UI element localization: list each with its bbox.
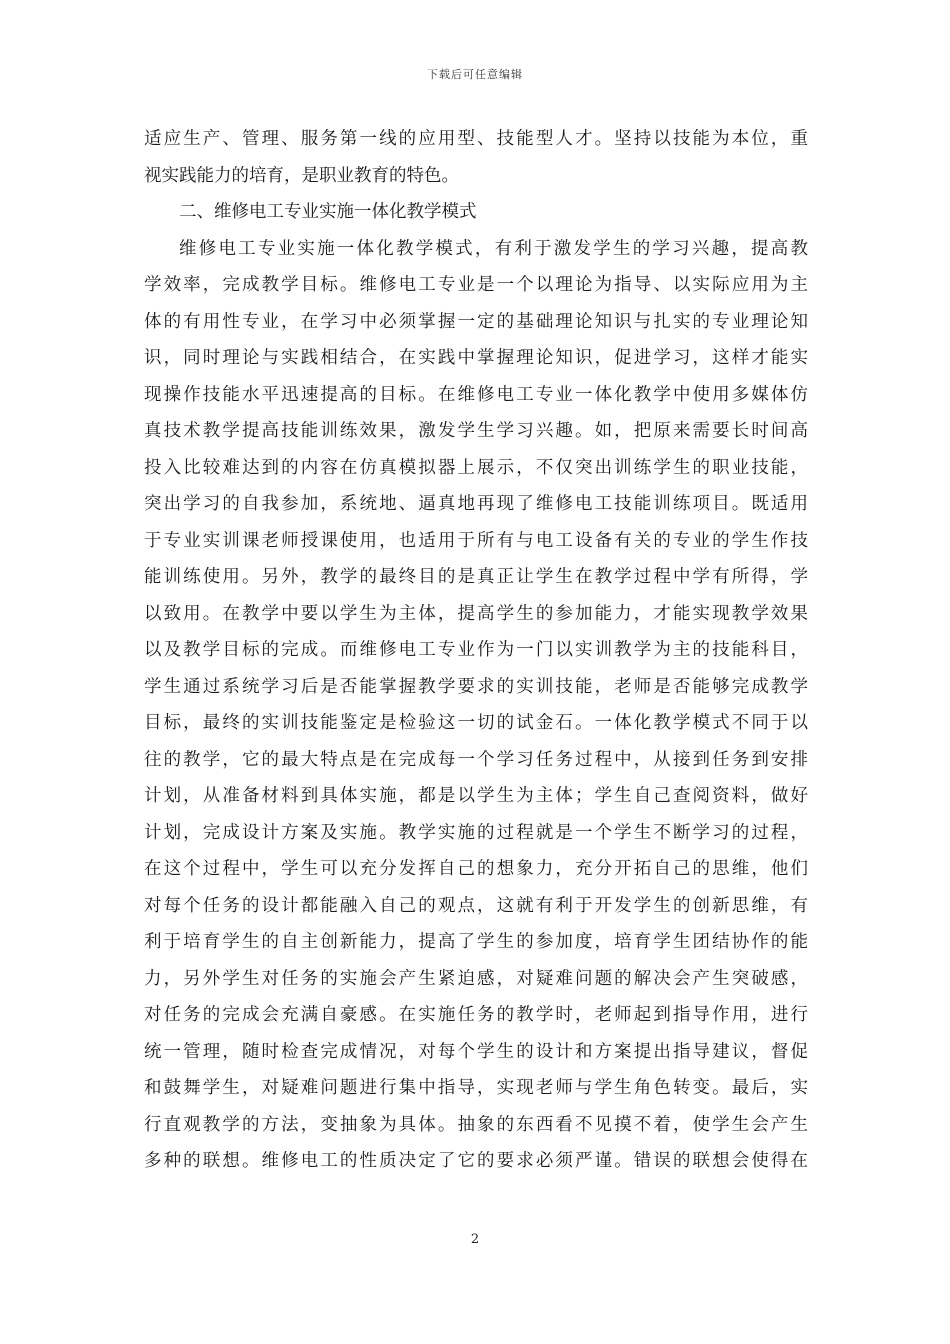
text-line: 和鼓舞学生，对疑难问题进行集中指导，实现老师与学生角色转变。最后，实 [144,1078,808,1098]
text-line: 计划，从准备材料到具体实施，都是以学生为主体；学生自己查阅资料，做好 [144,786,808,806]
section-heading: 二、维修电工专业实施一体化教学模式 [179,202,477,222]
text-line: 以致用。在教学中要以学生为主体，提高学生的参加能力，才能实现教学效果 [144,603,808,624]
text-line: 力，另外学生对任务的实施会产生紧迫感，对疑难问题的解决会产生突破感， [144,968,808,989]
text-line: 于专业实训课老师授课使用，也适用于所有与电工设备有关的专业的学生作技 [144,530,808,551]
text-line: 在这个过程中，学生可以充分发挥自己的想象力，充分开拓自己的思维，他们 [144,859,808,879]
text-line: 突出学习的自我参加，系统地、逼真地再现了维修电工技能训练项目。既适用 [144,494,808,514]
text-line: 行直观教学的方法，变抽象为具体。抽象的东西看不见摸不着，使学生会产生 [144,1114,808,1135]
text-line: 以及教学目标的完成。而维修电工专业作为一门以实训教学为主的技能科目， [144,640,808,660]
text-line: 体的有用性专业，在学习中必须掌握一定的基础理论知识与扎实的专业理论知 [144,311,808,332]
text-line: 统一管理，随时检查完成情况，对每个学生的设计和方案提出指导建议，督促 [144,1041,808,1062]
page-number: 2 [470,1232,480,1247]
text-line: 学效率，完成教学目标。维修电工专业是一个以理论为指导、以实际应用为主 [144,275,808,295]
text-line: 利于培育学生的自主创新能力，提高了学生的参加度，培育学生团结协作的能 [144,932,808,952]
text-line: 学生通过系统学习后是否能掌握教学要求的实训技能，老师是否能够完成教学 [144,676,808,697]
text-line: 真技术教学提高技能训练效果，激发学生学习兴趣。如，把原来需要长时间高 [144,421,808,441]
page-header: 下载后可任意编辑 [427,68,523,81]
text-line: 适应生产、管理、服务第一线的应用型、技能型人才。坚持以技能为本位，重 [144,129,808,149]
text-line: 投入比较难达到的内容在仿真模拟器上展示，不仅突出训练学生的职业技能， [144,457,808,478]
document-body [144,121,808,1180]
text-line: 多种的联想。维修电工的性质决定了它的要求必须严谨。错误的联想会使得在 [144,1151,808,1171]
text-line: 识，同时理论与实践相结合，在实践中掌握理论知识，促进学习，这样才能实 [144,348,808,368]
text-line: 对任务的完成会充满自豪感。在实施任务的教学时，老师起到指导作用，进行 [144,1005,808,1025]
text-line: 往的教学，它的最大特点是在完成每一个学习任务过程中，从接到任务到安排 [144,749,808,770]
text-line: 计划，完成设计方案及实施。教学实施的过程就是一个学生不断学习的过程， [144,822,808,843]
text-line: 对每个任务的设计都能融入自己的观点，这就有利于开发学生的创新思维，有 [144,895,808,916]
text-line: 目标，最终的实训技能鉴定是检验这一切的试金石。一体化教学模式不同于以 [144,713,808,733]
text-line: 能训练使用。另外，教学的最终目的是真正让学生在教学过程中学有所得，学 [144,567,808,587]
text-line: 视实践能力的培育，是职业教育的特色。 [144,165,459,186]
text-line: 维修电工专业实施一体化教学模式，有利于激发学生的学习兴趣，提高教 [179,238,808,259]
text-line: 现操作技能水平迅速提高的目标。在维修电工专业一体化教学中使用多媒体仿 [144,384,808,405]
